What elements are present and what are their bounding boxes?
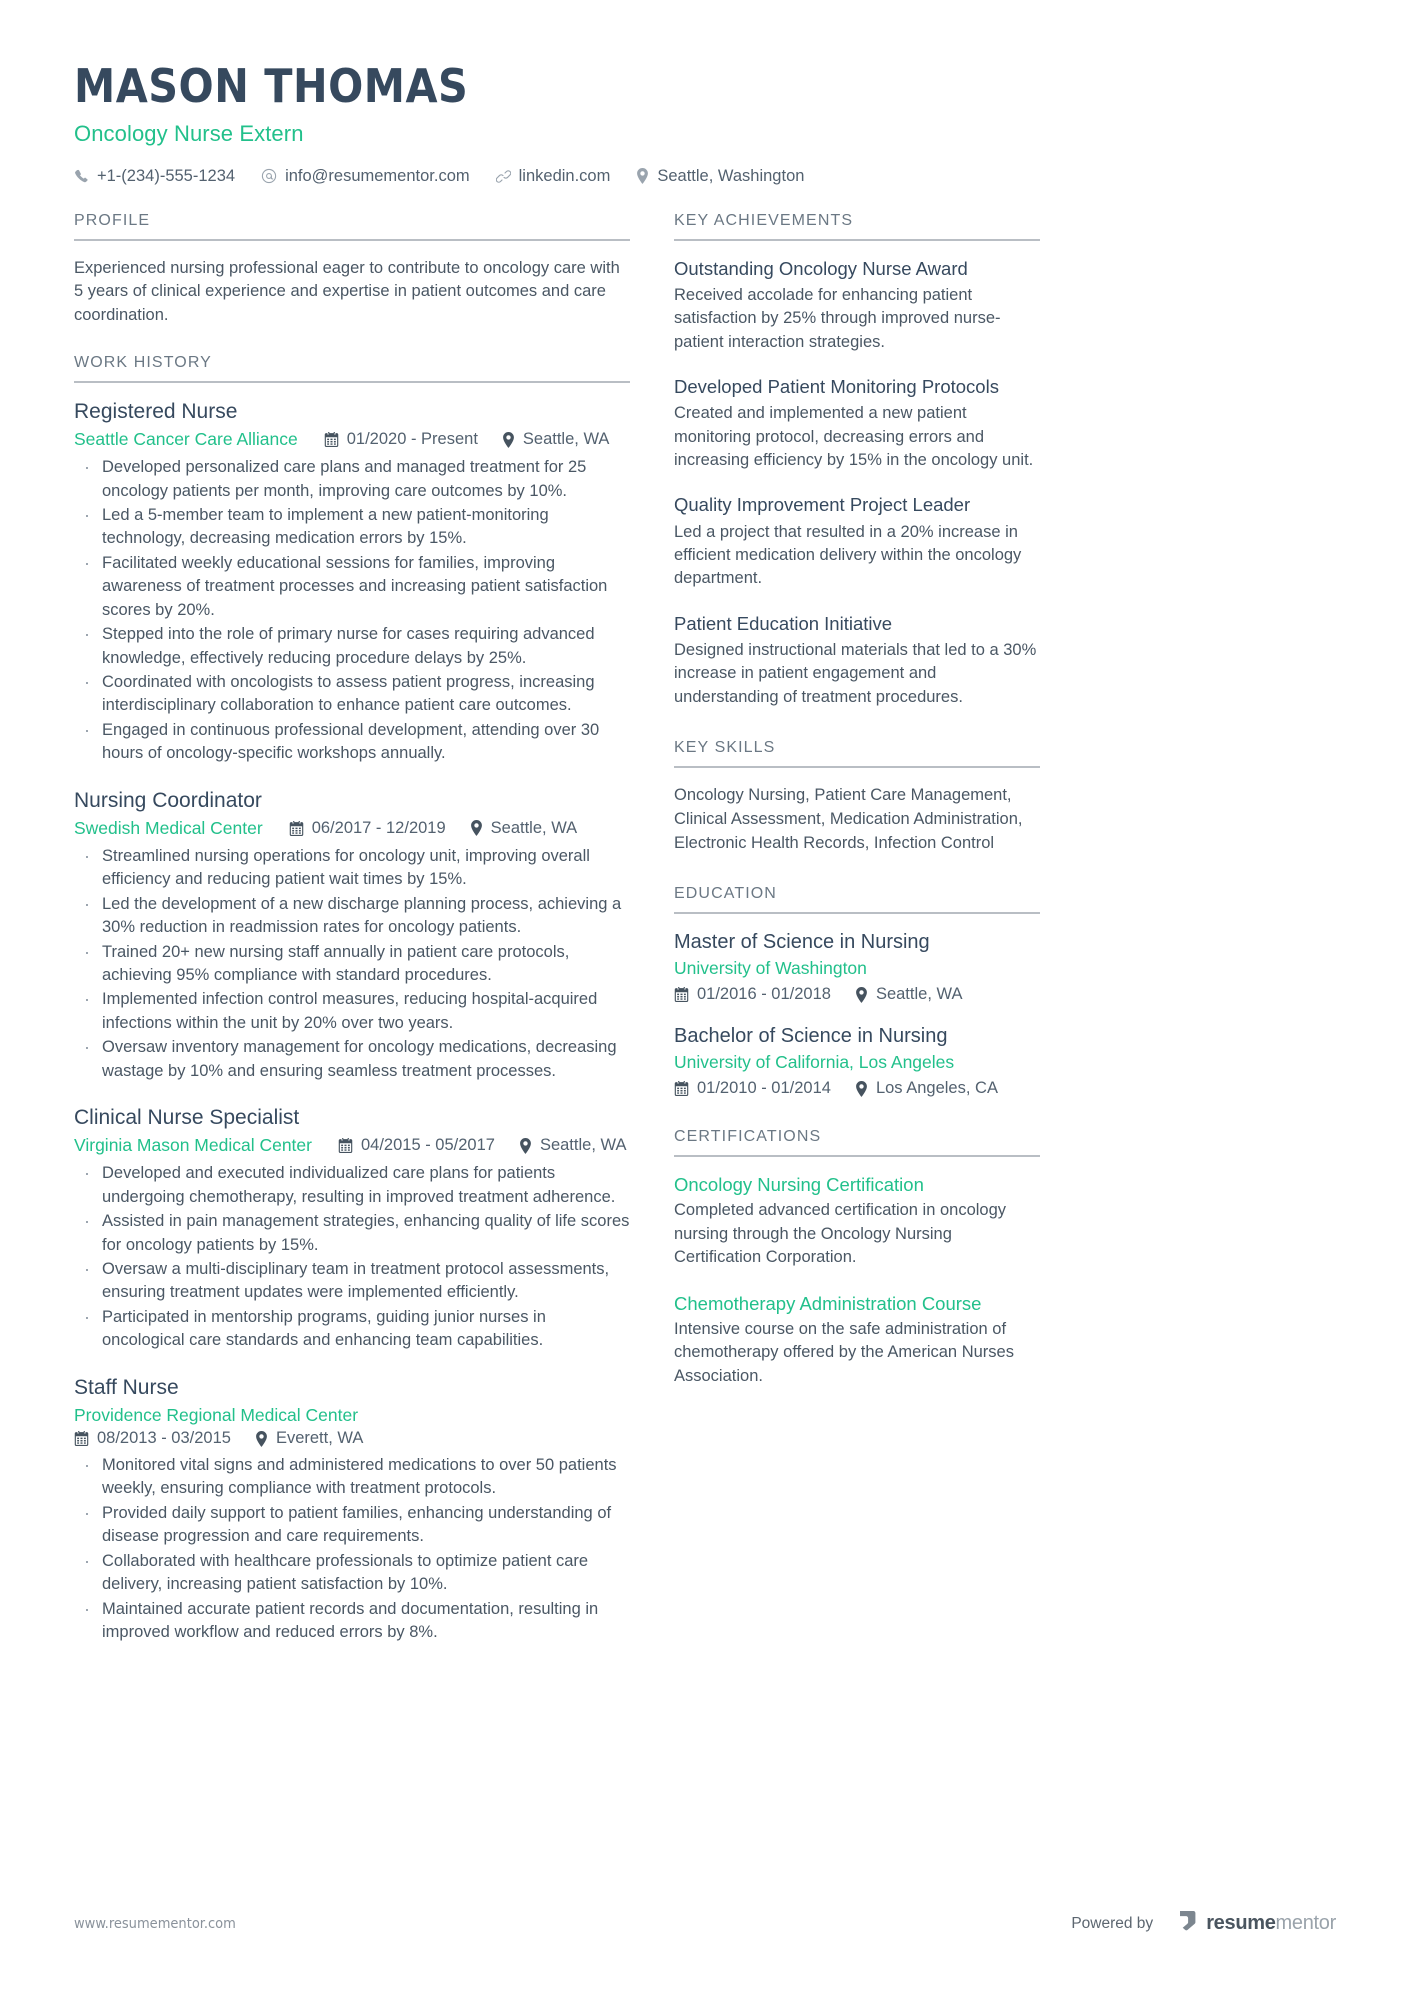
work-entry [74, 788, 630, 1083]
work-entry-location-text: Everett, WA [275, 1429, 364, 1447]
work-entry [74, 399, 630, 766]
section-profile [74, 212, 630, 328]
work-entry-bullets [74, 845, 630, 1083]
work-entry-bullet: · Led a 5-member team to implement a new patient-monitoring technology, decreasing medication errors by 15%. [74, 504, 630, 551]
work-entry-bullet: · Engaged in continuous professional development, attending over 30 hours of oncology-specific workshops annually. [74, 719, 630, 766]
education-location-text: Los Angeles, CA [875, 1079, 998, 1098]
achievement-title: Quality Improvement Project Leader [674, 494, 971, 516]
section-title-certifications: CERTIFICATIONS [674, 1128, 1040, 1157]
logo-text-light: mentor [1275, 1912, 1336, 1934]
calendar-icon [324, 432, 339, 447]
contact-linkedin-text: linkedin.com [518, 166, 611, 185]
work-entry [74, 1375, 630, 1645]
candidate-job-title: Oncology Nurse Extern [74, 120, 304, 146]
work-entry-employer: Seattle Cancer Care Alliance [74, 429, 298, 450]
resumementor-logo[interactable] [1179, 1910, 1336, 1937]
work-entry-bullet: · Led the development of a new discharge planning process, achieving a 30% reduction in readmission rates for oncology patients. [74, 893, 630, 940]
work-entry-location-text: Seattle, WA [490, 818, 578, 837]
page-footer [74, 1910, 1336, 1937]
certification-title: Chemotherapy Administration Course [674, 1292, 982, 1314]
section-certifications [674, 1128, 1040, 1388]
work-entry-bullet: · Stepped into the role of primary nurse for cases requiring advanced knowledge, effectively reducing procedure delays by 25%. [74, 623, 630, 670]
location-pin-icon [855, 1081, 868, 1097]
location-pin-icon [636, 168, 649, 184]
certification-list [674, 1173, 1040, 1388]
work-entry-dates-text: 08/2013 - 03/2015 [97, 1429, 231, 1447]
contact-phone[interactable] [74, 167, 235, 186]
work-entry-location [519, 1136, 627, 1155]
certification-description: Intensive course on the safe administration of chemotherapy offered by the American Nurses Association. [674, 1319, 1014, 1385]
work-entry-bullet: · Implemented infection control measures, reducing hospital-acquired infections within the unit by 20% over two years. [74, 988, 630, 1035]
work-entry-bullets [74, 1162, 630, 1352]
location-pin-icon [502, 432, 515, 448]
phone-icon [74, 169, 89, 184]
certification-item [674, 1292, 1040, 1388]
work-entry-dates [74, 1429, 231, 1448]
work-entry-title: Clinical Nurse Specialist [74, 1106, 300, 1130]
achievement-title: Developed Patient Monitoring Protocols [674, 376, 999, 398]
work-entry-location [255, 1429, 363, 1448]
section-title-key-achievements: KEY ACHIEVEMENTS [674, 212, 1040, 241]
education-location-text: Seattle, WA [875, 985, 963, 1004]
achievement-description: Created and implemented a new patient monitoring protocol, decreasing errors and increasing efficiency by 15% in the oncology unit. [674, 404, 1034, 470]
work-entry-location-text: Seattle, WA [522, 430, 610, 449]
resume-header [74, 59, 1336, 186]
location-pin-icon [519, 1138, 532, 1154]
work-entry-title: Staff Nurse [74, 1375, 179, 1399]
achievement-list [674, 257, 1040, 710]
achievement-description: Designed instructional materials that led to a 30% increase in patient engagement and understanding of treatment procedures. [674, 640, 1037, 706]
footer-website-url[interactable]: www.resumementor.com [74, 1915, 236, 1932]
section-title-profile: PROFILE [74, 212, 630, 241]
work-entry-location [502, 430, 610, 449]
work-entry-bullet: · Trained 20+ new nursing staff annually in patient care protocols, achieving 95% compliance with standard procedures. [74, 941, 630, 988]
bookmark-logo-icon [1179, 1910, 1199, 1937]
work-entry-bullet: · Collaborated with healthcare professionals to optimize patient care delivery, increasing patient satisfaction by 10%. [74, 1550, 630, 1597]
work-entry-bullet: · Assisted in pain management strategies, enhancing quality of life scores for oncology patients by 15%. [74, 1210, 630, 1257]
education-location [855, 1079, 998, 1098]
work-entry-title: Registered Nurse [74, 399, 238, 423]
work-entry-dates [289, 819, 446, 838]
education-dates [674, 1079, 831, 1098]
certification-item [674, 1173, 1040, 1269]
logo-text-bold: resume [1206, 1912, 1276, 1934]
work-entry-meta [74, 1135, 630, 1156]
work-entry-location-text: Seattle, WA [539, 1136, 627, 1155]
work-entry-title: Nursing Coordinator [74, 788, 262, 812]
calendar-icon [674, 987, 689, 1002]
education-degree: Master of Science in Nursing [674, 931, 930, 954]
section-education [674, 885, 1040, 1098]
work-entry-dates-text: 04/2015 - 05/2017 [361, 1136, 495, 1155]
education-degree: Bachelor of Science in Nursing [674, 1025, 948, 1048]
location-pin-icon [855, 987, 868, 1003]
work-entry-bullet: · Developed and executed individualized care plans for patients undergoing chemotherapy, resulting in improved treatment adherence. [74, 1162, 630, 1209]
location-pin-icon [255, 1431, 268, 1447]
work-entry-metaline [74, 1429, 630, 1448]
calendar-icon [289, 821, 304, 836]
work-entry-location [470, 819, 578, 838]
work-entry [74, 1105, 630, 1353]
key-skills-text: Oncology Nursing, Patient Care Management, Clinical Assessment, Medication Administration, Electronic Health Records, Infection Control [674, 786, 1023, 852]
work-entry-dates [338, 1136, 495, 1155]
profile-text: Experienced nursing professional eager to contribute to oncology care with 5 years of clinical experience and expertise in patient outcomes and care coordination. [74, 258, 620, 325]
achievement-item [674, 493, 1040, 590]
work-entry-bullet: · Monitored vital signs and administered medications to over 50 patients weekly, ensuring compliance with treatment protocols. [74, 1454, 630, 1501]
work-entry-meta [74, 1405, 630, 1448]
contact-row [74, 167, 1336, 186]
achievement-title: Outstanding Oncology Nurse Award [674, 257, 968, 279]
achievement-item [674, 257, 1040, 354]
section-work-history [74, 354, 630, 1644]
work-entry-bullet: · Participated in mentorship programs, guiding junior nurses in oncological care standards and enhancing team capabilities. [74, 1306, 630, 1353]
logo-wordmark [1206, 1912, 1336, 1935]
section-title-work-history: WORK HISTORY [74, 354, 630, 383]
section-title-education: EDUCATION [674, 885, 1040, 914]
work-entry-employer: Swedish Medical Center [74, 817, 263, 838]
work-entry-bullet: · Coordinated with oncologists to assess patient progress, increasing interdisciplinary collaboration to enhance patient care outcomes. [74, 671, 630, 718]
work-entry-bullet: · Facilitated weekly educational sessions for families, improving awareness of treatment processes and increasing patient satisfaction scores by 20%. [74, 552, 630, 622]
work-entry-dates [324, 430, 478, 449]
work-entry-employer: Providence Regional Medical Center [74, 1405, 359, 1425]
resume-body [74, 212, 1336, 1671]
work-entry-list [74, 399, 630, 1644]
right-column [674, 212, 1040, 1418]
contact-location [636, 167, 804, 186]
contact-email-text: info@resumementor.com [285, 166, 470, 185]
contact-phone-text: +1-(234)-555-1234 [97, 166, 236, 185]
education-item [674, 930, 1040, 1004]
work-entry-bullet: · Provided daily support to patient families, enhancing understanding of disease progression and care requirements. [74, 1502, 630, 1549]
education-list [674, 930, 1040, 1098]
contact-location-text: Seattle, Washington [657, 166, 805, 185]
achievement-item [674, 375, 1040, 472]
work-entry-bullets [74, 456, 630, 765]
certification-title: Oncology Nursing Certification [674, 1174, 924, 1196]
work-entry-bullet: · Oversaw a multi-disciplinary team in treatment protocol assessments, ensuring treatment updates were implemented efficiently. [74, 1258, 630, 1305]
work-entry-bullet: · Streamlined nursing operations for oncology unit, improving overall efficiency and reducing patient wait times by 15%. [74, 845, 630, 892]
achievement-item [674, 612, 1040, 709]
link-icon [496, 169, 511, 184]
section-key-skills [674, 739, 1040, 855]
education-dates [674, 985, 831, 1004]
education-item [674, 1024, 1040, 1098]
education-school: University of California, Los Angeles [674, 1052, 955, 1073]
education-dates-text: 01/2016 - 01/2018 [697, 985, 831, 1004]
achievement-description: Received accolade for enhancing patient satisfaction by 25% through improved nurse-patient interaction strategies. [674, 285, 1001, 351]
work-entry-dates-text: 01/2020 - Present [346, 430, 478, 449]
contact-email[interactable] [261, 167, 470, 186]
calendar-icon [338, 1138, 353, 1153]
achievement-description: Led a project that resulted in a 20% increase in efficient medication delivery within the oncology department. [674, 522, 1022, 588]
work-entry-employer: Virginia Mason Medical Center [74, 1135, 312, 1156]
education-school: University of Washington [674, 958, 867, 979]
education-location [855, 985, 963, 1004]
calendar-icon [674, 1081, 689, 1096]
calendar-icon [74, 1431, 89, 1446]
education-dates-text: 01/2010 - 01/2014 [697, 1079, 831, 1098]
section-title-key-skills: KEY SKILLS [674, 739, 1040, 768]
work-entry-bullet: · Oversaw inventory management for oncology medications, decreasing wastage by 10% and ensuring seamless treatment processes. [74, 1036, 630, 1083]
candidate-name: MASON THOMAS [74, 59, 469, 113]
contact-linkedin[interactable] [496, 167, 611, 186]
work-entry-meta [74, 818, 630, 839]
section-key-achievements [674, 212, 1040, 710]
education-meta [674, 1079, 1040, 1098]
work-entry-meta [74, 429, 630, 450]
left-column [74, 212, 630, 1671]
email-icon [261, 168, 277, 184]
certification-description: Completed advanced certification in oncology nursing through the Oncology Nursing Certification Corporation. [674, 1201, 1007, 1267]
work-entry-bullet: · Maintained accurate patient records and documentation, resulting in improved workflow and reduced errors by 8%. [74, 1598, 630, 1645]
work-entry-bullet: · Developed personalized care plans and managed treatment for 25 oncology patients per month, improving care outcomes by 10%. [74, 456, 630, 503]
location-pin-icon [470, 820, 483, 836]
work-entry-bullets [74, 1454, 630, 1644]
footer-branding [1071, 1910, 1336, 1937]
powered-by-label: Powered by [1071, 1914, 1154, 1932]
work-entry-dates-text: 06/2017 - 12/2019 [311, 818, 446, 837]
education-meta [674, 985, 1040, 1004]
achievement-title: Patient Education Initiative [674, 612, 893, 634]
